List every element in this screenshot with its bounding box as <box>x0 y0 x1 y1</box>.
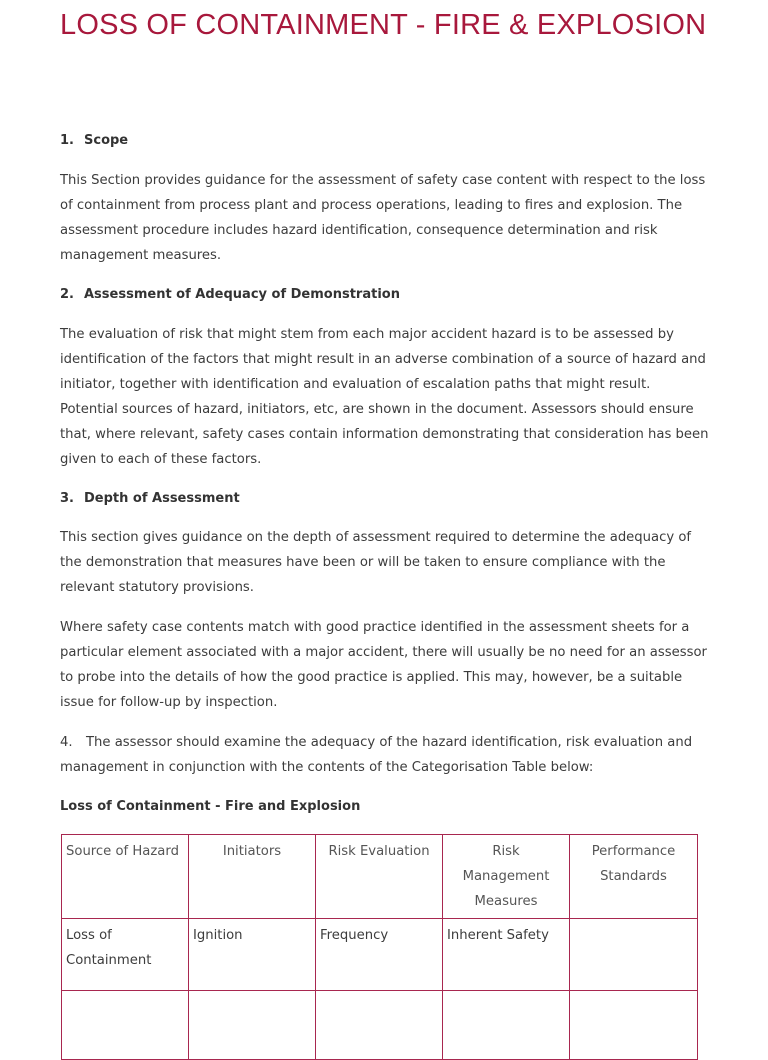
table-caption: Loss of Containment - Fire and Explosion <box>60 799 361 814</box>
section-3-heading <box>60 490 240 508</box>
table-cell: Ignition <box>189 919 316 991</box>
table-cell: Loss of Containment <box>62 919 189 991</box>
item-4-number: 4. <box>60 735 73 750</box>
page-title: LOSS OF CONTAINMENT - FIRE & EXPLOSION <box>60 9 707 41</box>
header-initiators: Initiators <box>189 835 316 919</box>
section-3-title: Depth of Assessment <box>84 491 240 506</box>
table-cell: Inherent Safety <box>443 919 570 991</box>
section-1-number: 1. <box>60 133 74 148</box>
table-cell <box>316 991 443 1060</box>
header-risk-evaluation: Risk Evaluation <box>316 835 443 919</box>
table-cell <box>443 991 570 1060</box>
header-risk-management-measures: Risk Management Measures <box>443 835 570 919</box>
table-cell <box>570 991 698 1060</box>
section-2-title: Assessment of Adequacy of Demonstration <box>84 287 400 302</box>
categorisation-table <box>61 834 698 1060</box>
item-4-text: The assessor should examine the adequacy of the hazard identification, risk evaluation and management in conjunction with the contents of the Categorisation Table below: <box>60 735 693 775</box>
depth-paragraph-2: Where safety case contents match with good practice identified in the assessment sheets for a particular element associated with a major accident, there will usually be no need for an assessor to probe into the details of how the good practice is applied. This may, however, be a suitable issue for follow-up by inspection. <box>60 620 707 710</box>
table-row <box>62 991 698 1060</box>
item-4-paragraph <box>60 730 710 780</box>
table-header-row <box>62 835 698 919</box>
table-cell <box>189 991 316 1060</box>
adequacy-paragraph: The evaluation of risk that might stem from each major accident hazard is to be assessed by identification of the factors that might result in an adverse combination of a source of hazard and initiator, together with identification and evaluation of escalation paths that might result. Potential sources of hazard, initiators, etc, are shown in the document. Assessors should ensure that, where relevant, safety cases contain information demonstrating that consideration has been given to each of these factors. <box>60 327 709 467</box>
depth-paragraph-1: This section gives guidance on the depth of assessment required to determine the adequacy of the demonstration that measures have been or will be taken to ensure compliance with the relevant statutory provisions. <box>60 530 692 595</box>
scope-paragraph: This Section provides guidance for the assessment of safety case content with respect to the loss of containment from process plant and process operations, leading to fires and explosion. The assessment procedure includes hazard identification, consequence determination and risk management measures. <box>60 173 706 263</box>
table-row <box>62 919 698 991</box>
section-1-title: Scope <box>84 133 129 148</box>
section-1-heading <box>60 132 128 150</box>
section-3-number: 3. <box>60 491 74 506</box>
table-cell <box>570 919 698 991</box>
table-cell: Frequency <box>316 919 443 991</box>
header-performance-standards: Performance Standards <box>570 835 698 919</box>
section-2-heading <box>60 286 400 304</box>
section-2-number: 2. <box>60 287 74 302</box>
table-cell <box>62 991 189 1060</box>
header-source-of-hazard: Source of Hazard <box>62 835 189 919</box>
